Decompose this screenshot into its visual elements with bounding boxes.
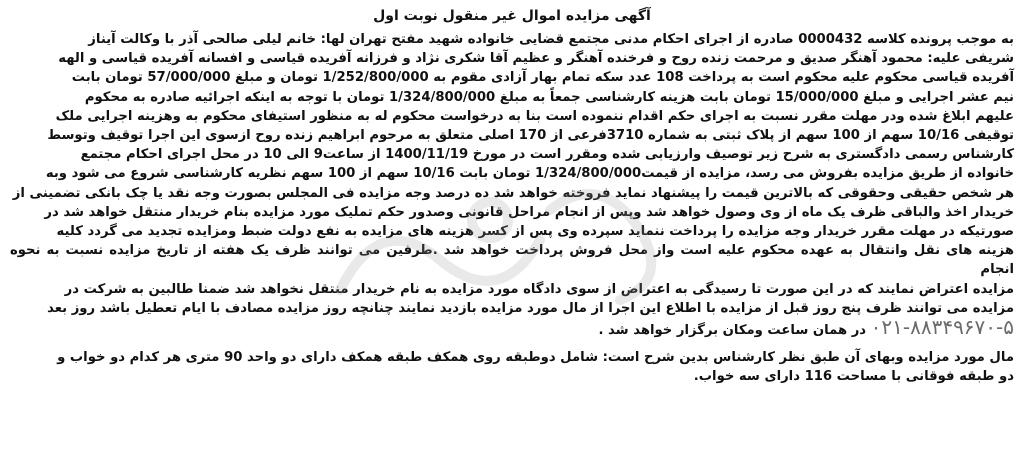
- spec-line: مال مورد مزایده وبهای آن طبق نظر کارشناس بدین شرح است: شامل دوطبقه روی همکف طبقه همکف دارای دو واحد 90 متری هر کدام دو خواب و: [57, 350, 1014, 366]
- body-line: به موجب پرونده کلاسه 0000432 صادره از اجرای احکام مدنی مجتمع قضایی خانواده شهید مفتح تهران لها: خانم لیلی صالحی آذر با وکالت آیناز: [88, 32, 1014, 47]
- body-line-last: در همان ساعت ومکان برگزار خواهد شد .: [598, 323, 867, 339]
- body-line: مزایده اعتراض نمایند که در این صورت تا رسیدگی به اعتراض از سوی دادگاه مورد مزایده به نام خریدار منتقل نخواهد شد ضمنا طالبین به شرکت در: [64, 281, 1014, 297]
- body-line: آفریده قیاسی محکوم علیه محکوم است به پرداخت 108 عدد سکه تمام بهار آزادی مقوم به 1/252/800/000 تومان و مبلغ 57/000/000 تومان بابت: [71, 70, 1014, 86]
- body-line: توقیفی 10/16 سهم از 100 سهم از پلاک ثبتی به شماره 3710فرعی از 170 اصلی متعلق به مرحوم ابراهیم زنده روح ازسوی این اجرا توقیف وتوسط: [47, 128, 1014, 144]
- notice-title: آگهی مزایده اموال غیر منقول نوبت اول: [373, 8, 651, 24]
- body-line: شریفی علیه: محمود آهنگر صدیق و مرحمت زنده روح و فرخنده آهنگر و عظیم آقا شکری نژاد و فرزانه آفریده قیاسی و افسانه آفریده قیاسی و الهه: [58, 51, 1014, 67]
- body-line: علیهم ابلاغ شده ودر مهلت مقرر نسبت به اجرای حکم اقدام ننموده است بنا به درخواست محکوم له به منظور استیفای محکوم به وهزینه اجرایی ملک: [55, 108, 1014, 124]
- body-line: صورتیکه در مهلت مقرر خریدار وجه مزایده را پرداخت ننماید سپرده وی پس از کسر هزینه های مزایده به نفع دولت ضبط ومزایده تجدید می گردد کلیه: [56, 224, 1014, 240]
- spec-line: دو طبقه فوقانی با مساحت 116 دارای سه خواب.: [693, 369, 1014, 385]
- notice-body: [10, 30, 1014, 340]
- body-line: کارشناس رسمی دادگستری به شرح زیر توصیف وارزیابی شده ومقرر است در مورخ 1400/11/19 از ساعت9 الی 10 در محل اجرای احکام مجتمع: [80, 147, 1014, 163]
- body-line: هر شخص حقیقی وحقوقی که بالاترین قیمت را پیشنهاد نماید فروخته خواهد شد ده درصد وجه مزایده فی المجلس بصورت وجه نقد یا چک بانکی تضمینی از: [12, 185, 1014, 201]
- body-line-with-phone: [10, 315, 1014, 340]
- property-description: [10, 348, 1014, 386]
- watermark-phone-number: ۰۲۱-۸۸۳۴۹۶۷۰-۵: [870, 315, 1014, 340]
- body-line: مزایده می توانند ظرف پنج روز قبل از مزایده با اطلاع این اجرا از مال مورد مزایده بازدید نمایند چنانچه روز مزایده مصادف با ایام تعطیل باشد روز بعد: [47, 300, 1014, 316]
- body-line: هزینه های نقل وانتقال به عهده محکوم علیه است واز محل فروش پرداخت خواهد شد .طرفین می توانند ظرف یک هفته از تاریخ مزایده نسبت به نحوه انجام: [10, 243, 1014, 278]
- body-line: خانواده از طریق مزایده بفروش می رسد، مزایده از قیمت1/324/800/000 تومان بابت 10/16 سهم از 100 سهم نظریه کارشناسی شروع می شود وبه: [45, 166, 1014, 182]
- body-line: خریدار اخذ والباقی ظرف یک ماه از وی وصول خواهد شد وپس از انجام مراحل قانونی وصدور حکم تملیک مورد مزایده بنام خریدار منتقل خواهد شد در: [44, 204, 1014, 220]
- body-line: نیم عشر اجرایی و مبلغ 15/000/000 تومان بابت هزینه کارشناسی جمعاً به مبلغ 1/324/800/000 تومان با توجه به اینکه اجرائیه صادره به محکوم: [84, 89, 1014, 105]
